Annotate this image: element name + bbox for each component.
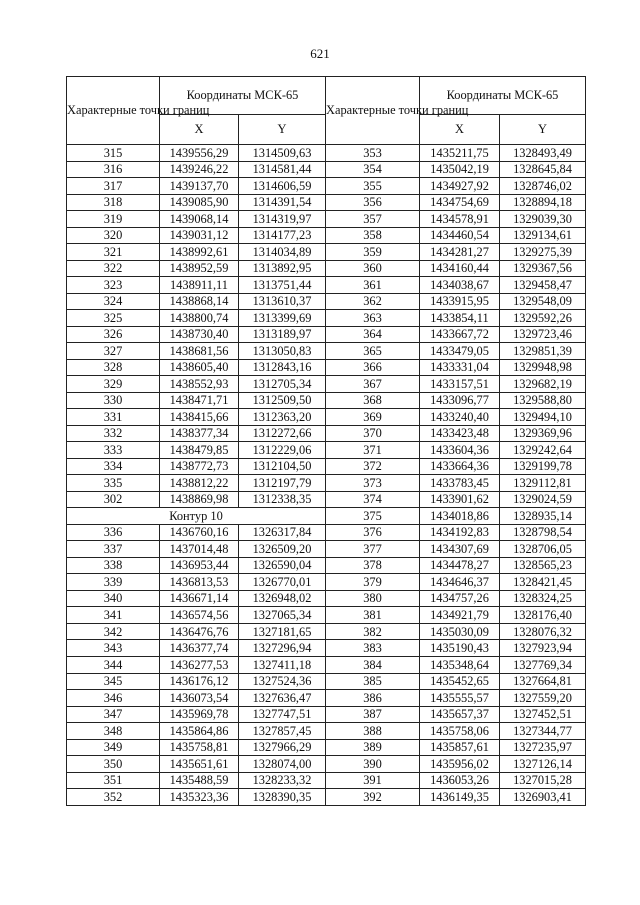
point-number: 388 <box>326 723 420 740</box>
header-points-right: Характерные точки границ <box>326 77 420 145</box>
coord-x: 1439085,90 <box>160 194 239 211</box>
point-number: 325 <box>67 310 160 327</box>
point-number: 324 <box>67 293 160 310</box>
point-number: 332 <box>67 425 160 442</box>
coord-x: 1435857,61 <box>420 739 500 756</box>
point-number: 315 <box>67 145 160 162</box>
coord-x: 1436073,54 <box>160 690 239 707</box>
coord-y: 1313189,97 <box>239 326 326 343</box>
coord-x: 1433783,45 <box>420 475 500 492</box>
coord-y: 1327857,45 <box>239 723 326 740</box>
point-number: 390 <box>326 756 420 773</box>
point-number: 375 <box>326 508 420 525</box>
coord-y: 1328565,23 <box>500 557 586 574</box>
point-number: 373 <box>326 475 420 492</box>
coord-y: 1326948,02 <box>239 590 326 607</box>
coord-x: 1438471,71 <box>160 392 239 409</box>
coord-y: 1326903,41 <box>500 789 586 806</box>
coord-y: 1329039,30 <box>500 211 586 228</box>
coord-x: 1434192,83 <box>420 524 500 541</box>
coord-y: 1314509,63 <box>239 145 326 162</box>
coord-x: 1433604,36 <box>420 442 500 459</box>
point-number: 380 <box>326 590 420 607</box>
point-number: 370 <box>326 425 420 442</box>
coord-x: 1438772,73 <box>160 458 239 475</box>
coord-y: 1327065,34 <box>239 607 326 624</box>
point-number: 331 <box>67 409 160 426</box>
coord-y: 1329367,56 <box>500 260 586 277</box>
coord-x: 1435956,02 <box>420 756 500 773</box>
point-number: 359 <box>326 244 420 261</box>
point-number: 351 <box>67 772 160 789</box>
coord-x: 1434038,67 <box>420 277 500 294</box>
coord-x: 1434646,37 <box>420 574 500 591</box>
coord-y: 1314581,44 <box>239 161 326 178</box>
point-number: 321 <box>67 244 160 261</box>
point-number: 350 <box>67 756 160 773</box>
coord-x: 1434281,27 <box>420 244 500 261</box>
coord-y: 1329548,09 <box>500 293 586 310</box>
point-number: 333 <box>67 442 160 459</box>
coord-x: 1438479,85 <box>160 442 239 459</box>
coord-y: 1329682,19 <box>500 376 586 393</box>
coord-y: 1329275,39 <box>500 244 586 261</box>
table-row <box>67 194 586 211</box>
point-number: 389 <box>326 739 420 756</box>
coord-x: 1436760,16 <box>160 524 239 541</box>
coord-x: 1438868,14 <box>160 293 239 310</box>
coord-y: 1329369,96 <box>500 425 586 442</box>
table-row <box>67 227 586 244</box>
point-number: 326 <box>67 326 160 343</box>
coord-x: 1434160,44 <box>420 260 500 277</box>
table-row <box>67 211 586 228</box>
coord-x: 1435190,43 <box>420 640 500 657</box>
point-number: 320 <box>67 227 160 244</box>
coord-x: 1436953,44 <box>160 557 239 574</box>
coord-x: 1438911,11 <box>160 277 239 294</box>
coord-x: 1433667,72 <box>420 326 500 343</box>
coord-y: 1327344,77 <box>500 723 586 740</box>
point-number: 348 <box>67 723 160 740</box>
coord-y: 1314319,97 <box>239 211 326 228</box>
table-row <box>67 277 586 294</box>
table-row <box>67 789 586 806</box>
coord-x: 1434754,69 <box>420 194 500 211</box>
point-number: 363 <box>326 310 420 327</box>
coord-y: 1326509,20 <box>239 541 326 558</box>
coord-y: 1326770,01 <box>239 574 326 591</box>
point-number: 387 <box>326 706 420 723</box>
point-number: 328 <box>67 359 160 376</box>
table-row <box>67 343 586 360</box>
point-number: 358 <box>326 227 420 244</box>
coord-x: 1435488,59 <box>160 772 239 789</box>
point-number: 368 <box>326 392 420 409</box>
table-row <box>67 541 586 558</box>
coord-y: 1313751,44 <box>239 277 326 294</box>
coord-y: 1327524,36 <box>239 673 326 690</box>
coord-x: 1435348,64 <box>420 656 500 673</box>
coord-x: 1434757,26 <box>420 590 500 607</box>
point-number: 361 <box>326 277 420 294</box>
coord-x: 1433915,95 <box>420 293 500 310</box>
table-row <box>67 475 586 492</box>
coord-x: 1439031,12 <box>160 227 239 244</box>
coord-x: 1435758,06 <box>420 723 500 740</box>
coord-x: 1436574,56 <box>160 607 239 624</box>
coord-y: 1312705,34 <box>239 376 326 393</box>
coord-y: 1314177,23 <box>239 227 326 244</box>
table-row <box>67 772 586 789</box>
table-row <box>67 690 586 707</box>
coord-x: 1435323,36 <box>160 789 239 806</box>
coord-x: 1433854,11 <box>420 310 500 327</box>
table-row <box>67 425 586 442</box>
coord-x: 1438415,66 <box>160 409 239 426</box>
table-row <box>67 260 586 277</box>
point-number: 385 <box>326 673 420 690</box>
table-row <box>67 756 586 773</box>
coord-x: 1434307,69 <box>420 541 500 558</box>
table-row <box>67 458 586 475</box>
point-number: 338 <box>67 557 160 574</box>
coord-x: 1438800,74 <box>160 310 239 327</box>
table-row <box>67 376 586 393</box>
coord-x: 1434460,54 <box>420 227 500 244</box>
coord-y: 1328798,54 <box>500 524 586 541</box>
table-row <box>67 244 586 261</box>
point-number: 364 <box>326 326 420 343</box>
point-number: 382 <box>326 623 420 640</box>
table-row <box>67 673 586 690</box>
coord-x: 1439137,70 <box>160 178 239 195</box>
point-number: 317 <box>67 178 160 195</box>
coord-x: 1436176,12 <box>160 673 239 690</box>
point-number: 352 <box>67 789 160 806</box>
table-row <box>67 293 586 310</box>
coord-x: 1438605,40 <box>160 359 239 376</box>
coord-x: 1435555,57 <box>420 690 500 707</box>
point-number: 337 <box>67 541 160 558</box>
table-row <box>67 607 586 624</box>
table-row <box>67 739 586 756</box>
coord-y: 1312509,50 <box>239 392 326 409</box>
table-row <box>67 590 586 607</box>
coord-y: 1327747,51 <box>239 706 326 723</box>
coord-y: 1312843,16 <box>239 359 326 376</box>
coord-x: 1435452,65 <box>420 673 500 690</box>
table-row <box>67 491 586 508</box>
point-number: 371 <box>326 442 420 459</box>
coord-y: 1312229,06 <box>239 442 326 459</box>
table-row <box>67 359 586 376</box>
coord-y: 1328076,32 <box>500 623 586 640</box>
coord-x: 1434578,91 <box>420 211 500 228</box>
coord-x: 1439068,14 <box>160 211 239 228</box>
coord-y: 1312104,50 <box>239 458 326 475</box>
point-number: 356 <box>326 194 420 211</box>
point-number: 365 <box>326 343 420 360</box>
point-number: 391 <box>326 772 420 789</box>
point-number: 319 <box>67 211 160 228</box>
coord-y: 1329134,61 <box>500 227 586 244</box>
coord-x: 1436377,74 <box>160 640 239 657</box>
header-y-left: Y <box>239 115 326 145</box>
point-number: 357 <box>326 211 420 228</box>
coord-y: 1327126,14 <box>500 756 586 773</box>
coord-y: 1328746,02 <box>500 178 586 195</box>
coord-y: 1313399,69 <box>239 310 326 327</box>
point-number: 369 <box>326 409 420 426</box>
coord-y: 1328421,45 <box>500 574 586 591</box>
coord-y: 1328390,35 <box>239 789 326 806</box>
point-number: 367 <box>326 376 420 393</box>
header-y-right: Y <box>500 115 586 145</box>
coord-y: 1314606,59 <box>239 178 326 195</box>
coordinates-table <box>66 76 586 806</box>
table-body <box>67 145 586 806</box>
table-row <box>67 723 586 740</box>
coord-y: 1313050,83 <box>239 343 326 360</box>
point-number: 392 <box>326 789 420 806</box>
table-row <box>67 656 586 673</box>
point-number: 330 <box>67 392 160 409</box>
coord-y: 1329723,46 <box>500 326 586 343</box>
coord-x: 1434478,27 <box>420 557 500 574</box>
point-number: 383 <box>326 640 420 657</box>
point-number: 344 <box>67 656 160 673</box>
table-row <box>67 640 586 657</box>
coord-y: 1329112,81 <box>500 475 586 492</box>
coord-x: 1434921,79 <box>420 607 500 624</box>
coord-y: 1327636,47 <box>239 690 326 707</box>
point-number: 379 <box>326 574 420 591</box>
coord-x: 1438869,98 <box>160 491 239 508</box>
coord-y: 1329458,47 <box>500 277 586 294</box>
point-number: 341 <box>67 607 160 624</box>
coord-y: 1327411,18 <box>239 656 326 673</box>
point-number: 322 <box>67 260 160 277</box>
table-row <box>67 178 586 195</box>
coord-y: 1312197,79 <box>239 475 326 492</box>
coord-y: 1312338,35 <box>239 491 326 508</box>
coord-x: 1438552,93 <box>160 376 239 393</box>
coord-x: 1436476,76 <box>160 623 239 640</box>
coord-y: 1328645,84 <box>500 161 586 178</box>
point-number: 318 <box>67 194 160 211</box>
coord-x: 1435758,81 <box>160 739 239 756</box>
coord-x: 1433901,62 <box>420 491 500 508</box>
coord-y: 1329588,80 <box>500 392 586 409</box>
coord-y: 1328894,18 <box>500 194 586 211</box>
table-row <box>67 706 586 723</box>
coord-x: 1435969,78 <box>160 706 239 723</box>
coord-y: 1327015,28 <box>500 772 586 789</box>
coord-x: 1436277,53 <box>160 656 239 673</box>
header-x-right: X <box>420 115 500 145</box>
coord-y: 1327559,20 <box>500 690 586 707</box>
coord-y: 1328935,14 <box>500 508 586 525</box>
coord-y: 1326590,04 <box>239 557 326 574</box>
coord-x: 1438730,40 <box>160 326 239 343</box>
coord-x: 1434018,86 <box>420 508 500 525</box>
coord-x: 1439246,22 <box>160 161 239 178</box>
coord-x: 1438992,61 <box>160 244 239 261</box>
coord-x: 1433157,51 <box>420 376 500 393</box>
coord-x: 1433423,48 <box>420 425 500 442</box>
coord-y: 1327181,65 <box>239 623 326 640</box>
coord-y: 1327664,81 <box>500 673 586 690</box>
table-row <box>67 574 586 591</box>
coord-y: 1329024,59 <box>500 491 586 508</box>
coord-x: 1433240,40 <box>420 409 500 426</box>
point-number: 323 <box>67 277 160 294</box>
point-number: 355 <box>326 178 420 195</box>
section-label: Контур 10 <box>67 508 326 525</box>
coord-x: 1438681,56 <box>160 343 239 360</box>
coord-y: 1329592,26 <box>500 310 586 327</box>
coord-y: 1328324,25 <box>500 590 586 607</box>
point-number: 316 <box>67 161 160 178</box>
coord-x: 1435030,09 <box>420 623 500 640</box>
coord-y: 1329199,78 <box>500 458 586 475</box>
coord-y: 1329948,98 <box>500 359 586 376</box>
coord-x: 1435651,61 <box>160 756 239 773</box>
point-number: 343 <box>67 640 160 657</box>
coord-x: 1436149,35 <box>420 789 500 806</box>
coord-x: 1438377,34 <box>160 425 239 442</box>
table-row <box>67 310 586 327</box>
coord-y: 1313610,37 <box>239 293 326 310</box>
point-number: 353 <box>326 145 420 162</box>
coord-y: 1314391,54 <box>239 194 326 211</box>
point-number: 339 <box>67 574 160 591</box>
point-number: 342 <box>67 623 160 640</box>
coord-x: 1438812,22 <box>160 475 239 492</box>
coord-y: 1312363,20 <box>239 409 326 426</box>
coord-y: 1312272,66 <box>239 425 326 442</box>
header-points-left: Характерные точки границ <box>67 77 160 145</box>
point-number: 378 <box>326 557 420 574</box>
coord-x: 1433664,36 <box>420 458 500 475</box>
table-row <box>67 524 586 541</box>
point-number: 347 <box>67 706 160 723</box>
table-row <box>67 557 586 574</box>
point-number: 334 <box>67 458 160 475</box>
point-number: 327 <box>67 343 160 360</box>
coord-y: 1329851,39 <box>500 343 586 360</box>
header-coords-right: Координаты МСК-65 <box>420 77 586 115</box>
point-number: 340 <box>67 590 160 607</box>
header-coords-left: Координаты МСК-65 <box>160 77 326 115</box>
coord-y: 1327923,94 <box>500 640 586 657</box>
table-row <box>67 326 586 343</box>
coord-y: 1328706,05 <box>500 541 586 558</box>
point-number: 372 <box>326 458 420 475</box>
point-number: 376 <box>326 524 420 541</box>
point-number: 346 <box>67 690 160 707</box>
coord-x: 1435211,75 <box>420 145 500 162</box>
coord-y: 1328233,32 <box>239 772 326 789</box>
coord-y: 1314034,89 <box>239 244 326 261</box>
page-number: 621 <box>310 46 330 61</box>
table-row <box>67 145 586 162</box>
coord-x: 1434927,92 <box>420 178 500 195</box>
table-row <box>67 508 586 525</box>
coord-x: 1433479,05 <box>420 343 500 360</box>
point-number: 366 <box>326 359 420 376</box>
point-number: 349 <box>67 739 160 756</box>
point-number: 302 <box>67 491 160 508</box>
coord-x: 1433096,77 <box>420 392 500 409</box>
coord-y: 1327235,97 <box>500 739 586 756</box>
point-number: 345 <box>67 673 160 690</box>
coord-y: 1329242,64 <box>500 442 586 459</box>
coord-y: 1327966,29 <box>239 739 326 756</box>
point-number: 329 <box>67 376 160 393</box>
coord-y: 1327452,51 <box>500 706 586 723</box>
table-row <box>67 392 586 409</box>
table-row <box>67 409 586 426</box>
coord-x: 1433331,04 <box>420 359 500 376</box>
coord-x: 1436053,26 <box>420 772 500 789</box>
point-number: 381 <box>326 607 420 624</box>
point-number: 374 <box>326 491 420 508</box>
coord-x: 1437014,48 <box>160 541 239 558</box>
coord-y: 1328176,40 <box>500 607 586 624</box>
point-number: 354 <box>326 161 420 178</box>
coord-y: 1313892,95 <box>239 260 326 277</box>
coord-x: 1435657,37 <box>420 706 500 723</box>
table-row <box>67 161 586 178</box>
coord-y: 1327769,34 <box>500 656 586 673</box>
coord-x: 1435042,19 <box>420 161 500 178</box>
coord-x: 1439556,29 <box>160 145 239 162</box>
point-number: 360 <box>326 260 420 277</box>
table-row <box>67 442 586 459</box>
point-number: 362 <box>326 293 420 310</box>
coord-x: 1436813,53 <box>160 574 239 591</box>
point-number: 336 <box>67 524 160 541</box>
header-x-left: X <box>160 115 239 145</box>
coord-x: 1436671,14 <box>160 590 239 607</box>
coord-y: 1326317,84 <box>239 524 326 541</box>
point-number: 384 <box>326 656 420 673</box>
point-number: 377 <box>326 541 420 558</box>
point-number: 335 <box>67 475 160 492</box>
table-row <box>67 623 586 640</box>
point-number: 386 <box>326 690 420 707</box>
coord-y: 1329494,10 <box>500 409 586 426</box>
coord-y: 1328493,49 <box>500 145 586 162</box>
coord-x: 1438952,59 <box>160 260 239 277</box>
coord-y: 1328074,00 <box>239 756 326 773</box>
coord-x: 1435864,86 <box>160 723 239 740</box>
coord-y: 1327296,94 <box>239 640 326 657</box>
